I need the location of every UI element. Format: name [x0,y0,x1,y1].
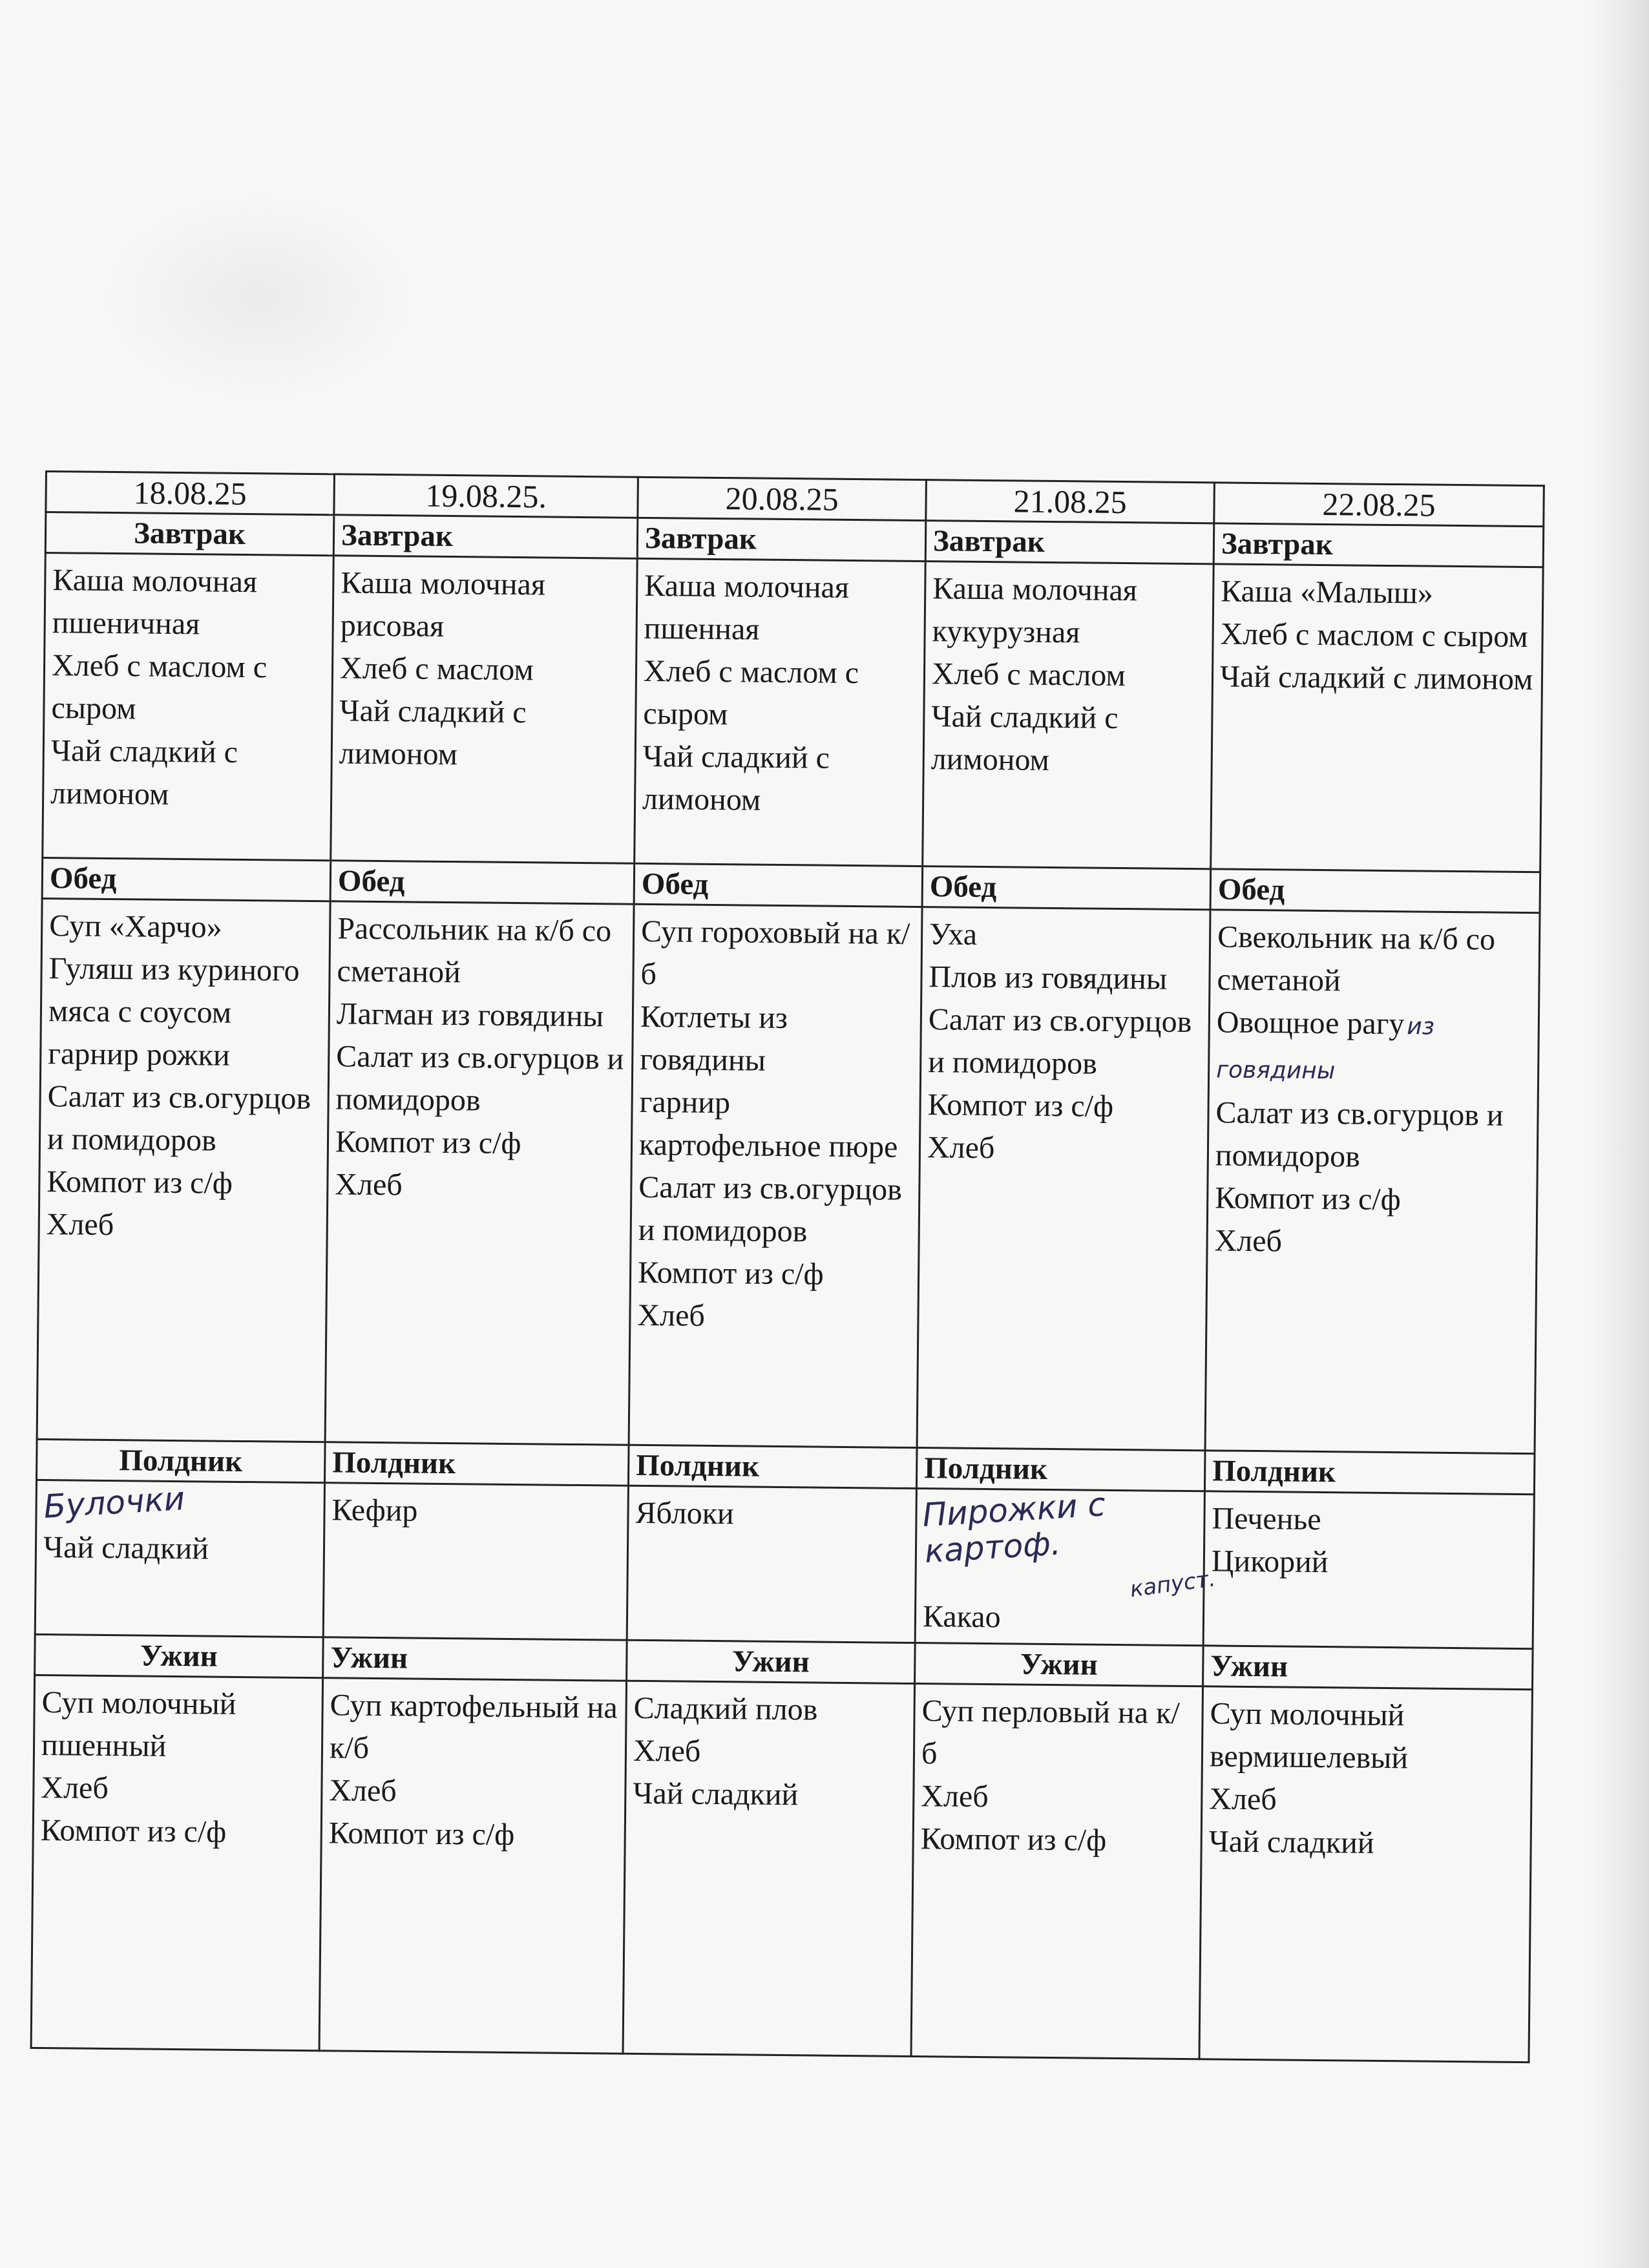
breakfast-cell [635,558,926,866]
dinner-header: Ужин [1203,1646,1533,1690]
faded-stamp [103,194,414,401]
dish: Компот из с/ф [40,1813,227,1849]
dinner-cell [31,1675,323,2050]
dish: Плов из говядины [929,960,1168,996]
dish: Суп гороховый на к/б [640,914,910,992]
breakfast-header: Завтрак [45,512,334,556]
date-cell: 22.08.25 [1214,483,1544,527]
handwritten-note: из говядины [1215,1013,1435,1085]
snack-row [35,1480,1534,1648]
snack-cell [1203,1491,1534,1649]
dish-text: Овощное рагу [1216,1005,1405,1042]
date-cell: 18.08.25 [46,472,335,515]
lunch-cell [917,907,1210,1451]
dish: Чай сладкий с лимоном [642,739,830,817]
snack-cell [35,1480,324,1637]
snack-header: Полдник [916,1448,1205,1491]
dish: Чай сладкий с лимоном [1219,659,1533,697]
dinner-cell [319,1678,627,2053]
lunch-cell [37,898,330,1442]
breakfast-row [43,553,1543,872]
dish: Чай сладкий [1208,1824,1374,1860]
dish: Рассольник на к/б со сметаной [337,911,612,990]
lunch-cell [325,901,634,1445]
dish: Компот из с/ф [328,1816,515,1853]
dish: Чай сладкий [633,1776,799,1812]
dish [1216,1001,1531,1095]
dish: Цикорий [1211,1544,1329,1580]
breakfast-header: Завтрак [333,515,638,559]
breakfast-cell [1211,564,1544,872]
dish: Яблоки [635,1495,735,1531]
dish: Хлеб с маслом с сыром [51,648,268,726]
dish: Чай сладкий с лимоном [930,699,1119,777]
dish: Компот из с/ф [47,1164,233,1201]
handwritten-note: Пирожки с картоф. [921,1486,1107,1571]
dinner-header: Ужин [915,1643,1204,1686]
dinner-row [31,1675,1532,2062]
dish: Хлеб [637,1297,706,1333]
dish: Хлеб [41,1770,109,1806]
snack-header: Полдник [37,1439,326,1482]
date-cell: 21.08.25 [926,480,1215,523]
handwritten-note-small: капуст. [1128,1566,1217,1603]
dish: Суп перловый на к/б [921,1694,1180,1771]
lunch-header: Обед [922,866,1211,910]
lunch-header: Обед [42,857,331,901]
dish: Хлеб [1214,1223,1283,1259]
dish: Хлеб [329,1773,397,1809]
dish: Чай сладкий [43,1530,209,1566]
dish: Суп картофельный на к/б [329,1688,618,1765]
dish: Хлеб [633,1733,701,1769]
dinner-cell [623,1681,915,2056]
breakfast-header: Завтрак [637,518,926,561]
dish: Хлеб [927,1130,995,1166]
dish: Гуляш из куриного мяса с соусом [48,951,300,1030]
dish: Компот из с/ф [335,1124,521,1161]
dish: Чай сладкий с лимоном [50,733,238,812]
dish: Салат из св.огурцов и помидоров [928,1002,1192,1081]
breakfast-cell [331,556,638,863]
snack-cell [323,1483,628,1641]
dish: гарнир картофельное пюре [638,1084,898,1164]
dish: Хлеб с маслом с сыром [643,653,859,732]
dish: Свекольник на к/б со сметаной [1217,919,1496,998]
lunch-cell [1205,910,1540,1454]
dish: Хлеб с маслом с сыром [1220,616,1528,655]
dish: Хлеб с маслом [931,656,1126,693]
dish: Хлеб [46,1207,114,1243]
snack-cell [915,1486,1217,1646]
dinner-header: Ужин [323,1637,627,1681]
lunch-header: Обед [1210,869,1540,913]
dinner-header: Ужин [627,1640,916,1683]
lunch-row [37,898,1540,1453]
dish: Компот из с/ф [637,1255,824,1292]
snack-header: Полдник [1204,1451,1535,1495]
dish: Суп молочный пшенный [41,1685,236,1763]
dish: Лагман из говядины [336,996,604,1034]
lunch-header: Обед [330,861,635,905]
lunch-header: Обед [634,863,923,907]
dish: Салат из св.огурцов и помидоров [638,1170,903,1249]
dish: Хлеб [1209,1781,1277,1817]
lunch-cell [629,904,922,1447]
dinner-header: Ужин [35,1634,324,1677]
dish: Салат из св.огурцов и помидоров [47,1079,311,1158]
dish: Компот из с/ф [927,1087,1114,1124]
snack-header: Полдник [324,1442,629,1486]
dinner-cell [1199,1686,1533,2063]
dish: Какао [922,1599,1001,1635]
page-edge-shadow [1591,0,1649,2268]
dish: Печенье [1212,1501,1321,1537]
dish: Суп «Харчо» [48,908,222,945]
snack-cell [627,1486,916,1643]
dish: Каша молочная кукурузная [932,571,1138,650]
dish: Кефир [331,1493,418,1528]
dinner-cell [911,1684,1203,2059]
dish: Салат из св.огурцов и помидоров [335,1039,624,1118]
dish: Хлеб [921,1779,989,1814]
dish: гарнир рожки [48,1036,230,1073]
dish: Каша «Малыш» [1221,574,1434,611]
dish: Компот из с/ф [1215,1181,1402,1217]
breakfast-cell [43,553,334,861]
dish: Уха [929,917,978,952]
dish: Компот из с/ф [920,1822,1107,1858]
dish: Сладкий плов [633,1690,818,1727]
dish: Хлеб [335,1167,403,1202]
date-cell: 20.08.25 [638,477,927,520]
dish: Каша молочная рисовая [340,565,546,644]
dish: Суп молочный вермишелевый [1209,1696,1409,1776]
breakfast-cell [923,562,1214,869]
menu-table [30,470,1545,2063]
dish: Салат из св.огурцов и помидоров [1215,1095,1504,1174]
dish: Каша молочная пшенная [644,568,850,647]
breakfast-header: Завтрак [1213,523,1544,567]
dish: Чай сладкий с лимоном [339,693,527,772]
dish: Каша молочная пшеничная [52,563,258,642]
snack-header: Полдник [628,1445,917,1488]
dish: Хлеб с маслом [339,651,534,688]
date-cell: 19.08.25. [334,474,638,518]
dish: Котлеты из говядины [640,999,788,1078]
breakfast-header: Завтрак [925,521,1214,564]
handwritten-note: Булочки [42,1479,186,1526]
